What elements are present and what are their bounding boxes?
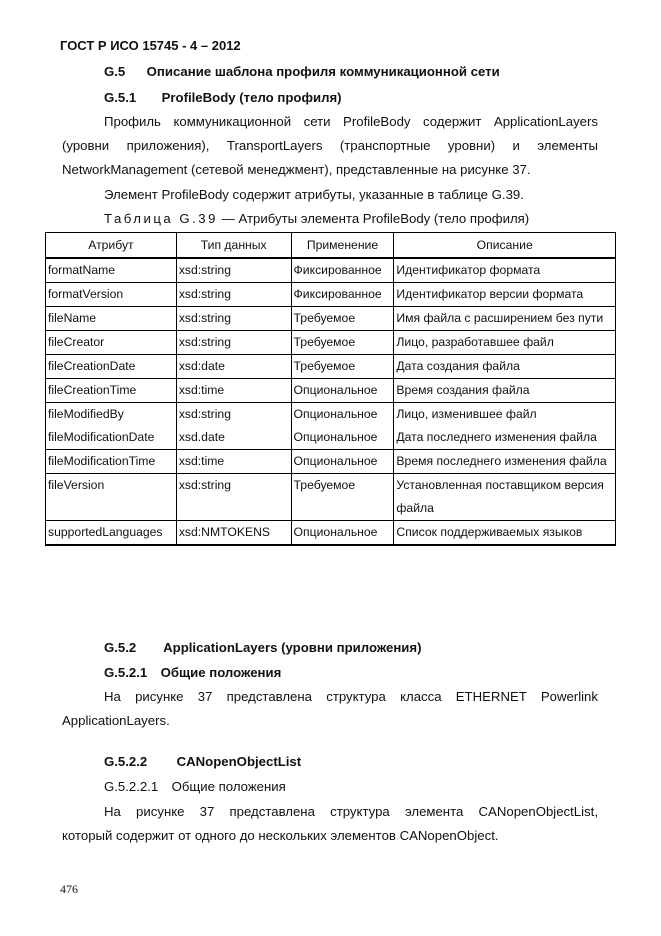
table-row [46, 283, 616, 307]
cell-attribute: fileCreationTime [46, 379, 177, 403]
column-header: Атрибут [46, 233, 177, 259]
cell-type: xsd:string [176, 283, 291, 307]
table-row [46, 355, 616, 379]
table-row [46, 331, 616, 355]
section-title: Общие положения [160, 665, 282, 680]
column-header: Применение [291, 233, 394, 259]
attributes-table [45, 232, 616, 546]
paragraph: Элемент ProfileBody содержит атрибуты, указанные в таблице G.39. [104, 187, 524, 202]
cell-type: xsd:NMTOKENS [176, 521, 291, 546]
cell-type: xsd:string [176, 258, 291, 283]
cell-description: Время последнего изменения файла [394, 450, 616, 474]
table-row [46, 426, 616, 450]
paragraph-line: Профиль коммуникационной сети ProfileBody содержит ApplicationLayers [104, 114, 598, 129]
cell-attribute: fileVersion [46, 474, 177, 521]
table-row [46, 521, 616, 546]
cell-usage: Фиксированное [291, 283, 394, 307]
paragraph-line: На рисунке 37 представлена структура элемента CANopenObjectList, [104, 804, 598, 819]
table-row [46, 258, 616, 283]
cell-description: Установленная поставщиком версия файла [394, 474, 616, 521]
section-heading-g521 [104, 661, 281, 685]
column-header: Описание [394, 233, 616, 259]
table-row [46, 379, 616, 403]
cell-attribute: formatName [46, 258, 177, 283]
section-title: Описание шаблона профиля коммуникационной сети [146, 64, 500, 79]
cell-description: Имя файла с расширением без пути [394, 307, 616, 331]
cell-attribute: fileCreationDate [46, 355, 177, 379]
table-header-row [46, 233, 616, 259]
table-caption [104, 207, 529, 231]
section-heading-g52 [104, 636, 422, 660]
cell-type: xsd:time [176, 379, 291, 403]
cell-description: Дата создания файла [394, 355, 616, 379]
cell-usage: Опциональное [291, 379, 394, 403]
cell-usage: Требуемое [291, 307, 394, 331]
cell-usage: Требуемое [291, 355, 394, 379]
cell-usage: Опциональное [291, 403, 394, 427]
cell-type: xsd:string [176, 474, 291, 521]
cell-attribute: formatVersion [46, 283, 177, 307]
cell-description: Время создания файла [394, 379, 616, 403]
table-caption-text: — Атрибуты элемента ProfileBody (тело профиля) [217, 211, 530, 226]
cell-type: xsd.date [176, 426, 291, 450]
section-number: G.5.2.1 [104, 665, 148, 680]
section-number: G.5 [104, 64, 126, 79]
cell-usage: Фиксированное [291, 258, 394, 283]
cell-attribute: fileModificationTime [46, 450, 177, 474]
cell-description: Лицо, разработавшее файл [394, 331, 616, 355]
section-number: G.5.1 [104, 90, 137, 105]
cell-type: xsd:string [176, 307, 291, 331]
section-number: G.5.2 [104, 640, 137, 655]
cell-usage: Опциональное [291, 426, 394, 450]
cell-usage: Опциональное [291, 450, 394, 474]
paragraph-line: ApplicationLayers. [62, 713, 170, 728]
cell-usage: Опциональное [291, 521, 394, 546]
paragraph-line: который содержит от одного до нескольких элементов CANopenObject. [62, 828, 499, 843]
cell-type: xsd:string [176, 403, 291, 427]
table-row [46, 474, 616, 521]
document-header: ГОСТ Р ИСО 15745 - 4 – 2012 [60, 38, 241, 53]
cell-description: Дата последнего изменения файла [394, 426, 616, 450]
section-number: G.5.2.2.1 [104, 779, 159, 794]
table-row [46, 403, 616, 427]
cell-usage: Требуемое [291, 331, 394, 355]
table-caption-label: Таблица G.39 [104, 211, 218, 226]
cell-attribute: fileCreator [46, 331, 177, 355]
cell-attribute: fileModifiedBy [46, 403, 177, 427]
paragraph-line: На рисунке 37 представлена структура класса ETHERNET Powerlink [104, 689, 598, 704]
section-heading-g51 [104, 86, 342, 110]
cell-description: Идентификатор формата [394, 258, 616, 283]
section-heading-g5 [104, 60, 500, 84]
section-number: G.5.2.2 [104, 754, 148, 769]
table-row [46, 307, 616, 331]
cell-description: Список поддерживаемых языков [394, 521, 616, 546]
cell-type: xsd:time [176, 450, 291, 474]
cell-description: Лицо, изменившее файл [394, 403, 616, 427]
cell-attribute: supportedLanguages [46, 521, 177, 546]
section-title: ApplicationLayers (уровни приложения) [163, 640, 422, 655]
section-heading-g5221 [104, 775, 286, 799]
cell-description: Идентификатор версии формата [394, 283, 616, 307]
cell-usage: Требуемое [291, 474, 394, 521]
section-title: Общие положения [171, 779, 286, 794]
page-number: 476 [60, 882, 78, 896]
cell-type: xsd:date [176, 355, 291, 379]
paragraph-line: (уровни приложения), TransportLayers (транспортные уровни) и элементы [62, 138, 598, 153]
cell-attribute: fileName [46, 307, 177, 331]
paragraph-line: NetworkManagement (сетевой менеджмент), представленные на рисунке 37. [62, 162, 531, 177]
table-row [46, 450, 616, 474]
section-title: ProfileBody (тело профиля) [161, 90, 342, 105]
cell-attribute: fileModificationDate [46, 426, 177, 450]
column-header: Тип данных [176, 233, 291, 259]
section-heading-g522 [104, 750, 301, 774]
cell-type: xsd:string [176, 331, 291, 355]
section-title: CANopenObjectList [176, 754, 302, 769]
